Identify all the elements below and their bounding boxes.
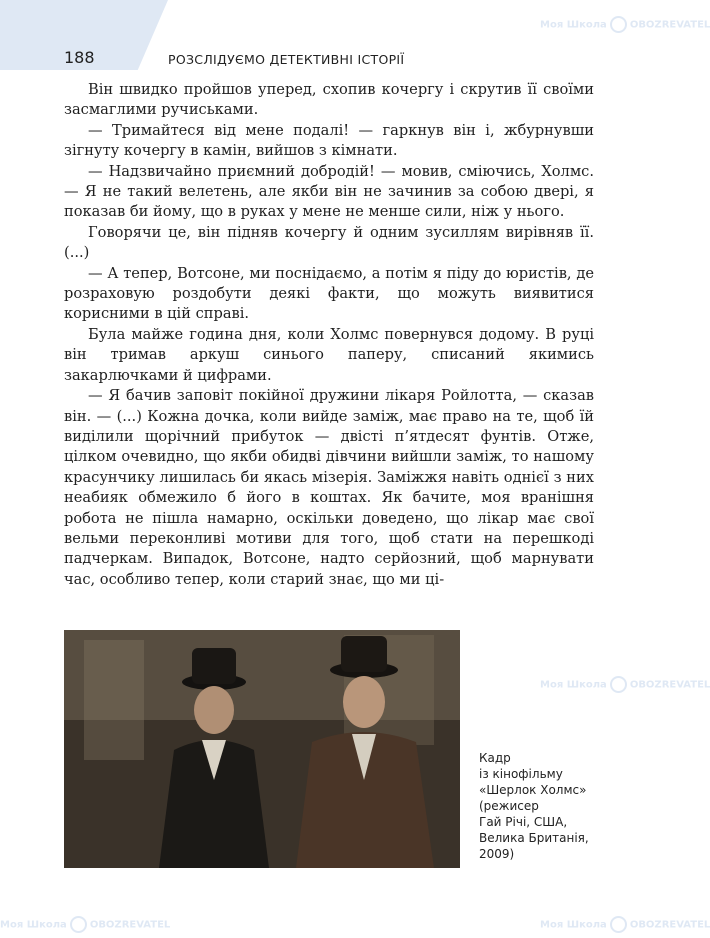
caption-line: (режисер [479, 799, 539, 813]
caption-line: Гай Річі, США, [479, 815, 568, 829]
paragraph: — Я бачив заповіт покійної дружини лікаря Ройлотта, — сказав він. — (...) Кожна дочка, коли вийде заміж, має право на те, щоб їй виділили щорічний прибуток — двісті п’ятдесят фунтів. Отже, цілком очевидно, що якби обидві дівчини вийшли заміж, то нашому красунчику лишилась би якась мізерія. Заміжжя навіть однієї з них неабияк обмежило б його в коштах. Як бачите, моя вранішня робота не пішла намарно, оскільки доведено, що лікар має свої вельми переконливі мотиви для того, щоб стати на перешкоді падчеркам. Випадок, Вотсоне, надто серйозний, щоб марнувати час, особливо тепер, коли старий знає, що ми ці- [64, 387, 594, 588]
watermark-logo-icon [610, 676, 627, 693]
paragraph: — А тепер, Вотсоне, ми поснідаємо, а потім я піду до юристів, де розраховую роздобути деякі факти, що можуть виявитися корисними в цій справі. [64, 264, 594, 323]
film-still-photo [64, 630, 460, 868]
watermark: Моя Школа OBOZREVATEL [540, 16, 710, 33]
paragraph: — Надзвичайно приємний добродій! — мовив, сміючись, Холмс. — Я не такий велетень, але якби він не зачинив за собою двері, я показав би йому, що в руках у мене не менше сили, ніж у нього. [64, 162, 594, 221]
caption-line: 2009) [479, 847, 515, 861]
watermark: Моя Школа OBOZREVATEL [540, 916, 710, 933]
paragraph: Він швидко пройшов уперед, схопив кочергу і скрутив її своїми засмаглими ручиськами. [64, 81, 594, 119]
watermark-logo-icon [610, 16, 627, 33]
watermark: Моя Школа OBOZREVATEL [540, 676, 710, 693]
watermark: Моя Школа OBOZREVATEL [0, 916, 170, 933]
photo-caption [479, 750, 599, 862]
watermark-logo-icon [610, 916, 627, 933]
caption-line: із кінофільму [479, 767, 563, 781]
caption-line: Велика Британія, [479, 831, 589, 845]
caption-line: Кадр [479, 751, 511, 765]
paragraph: — Тримайтеся від мене подалі! — гаркнув він і, жбурнувши зігнуту кочергу в камін, вийшов з кімнати. [64, 121, 594, 160]
paragraph: Говорячи це, він підняв кочергу й одним зусиллям вирівняв її. (...) [64, 223, 594, 262]
caption-line: «Шерлок Холмс» [479, 783, 587, 797]
paragraph: Була майже година дня, коли Холмс повернувся додому. В руці він тримав аркуш синього паперу, списаний якимись закарлючками й цифрами. [64, 325, 594, 384]
body-text [64, 80, 594, 590]
watermark-logo-icon [70, 916, 87, 933]
running-title: РОЗСЛІДУЄМО ДЕТЕКТИВНІ ІСТОРІЇ [168, 52, 405, 67]
page-number: 188 [64, 48, 95, 67]
film-still-illustration [64, 630, 460, 868]
